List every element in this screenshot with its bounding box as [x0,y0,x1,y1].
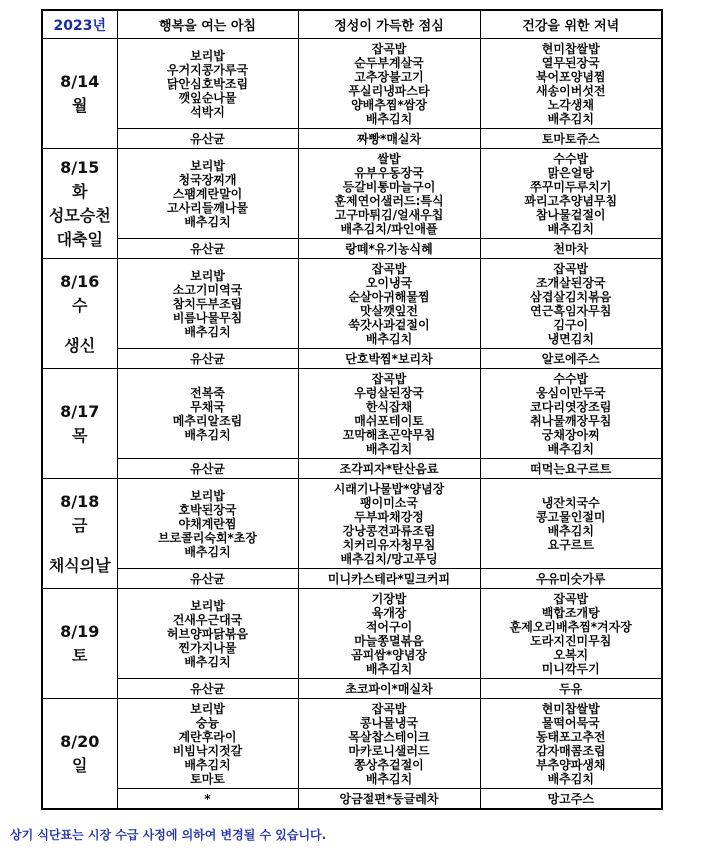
lunch-item: 유부우동장국 [354,165,424,180]
lunch-item: 푸실리냉파스타 [348,83,430,98]
dinner-item: 냉잔치국수 [541,495,600,510]
breakfast-item: 브로콜리숙회*초장 [157,530,257,545]
dinner-item: 김구이 [553,317,589,332]
snack-cell: 초코파이*매실차 [298,679,480,699]
day-label-line: 8/16 [60,271,100,291]
lunch-item: 팽이미소국 [360,495,418,510]
dinner-item: 물떡어묵국 [541,715,600,730]
day-label-line [43,538,117,554]
snack-cell: 짜빵*매실차 [298,129,480,149]
lunch-cell [298,589,480,679]
day-label-line: 8/19 [60,621,100,641]
dinner-item: 배추김치 [547,441,594,456]
breakfast-cell [117,699,298,789]
lunch-item: 순살아귀해물찜 [348,289,430,304]
lunch-item: 치커리유자청무침 [342,537,436,552]
dinner-item: 연근흑임자무침 [530,303,612,318]
day-cell [42,39,117,149]
lunch-item: 오이냉국 [365,275,413,290]
dinner-header: 건강을 위한 저녁 [480,10,662,39]
lunch-cell [298,479,480,569]
lunch-item: 등갈비통마늘구이 [342,179,436,194]
lunch-cell [298,149,480,239]
lunch-item: 적어구이 [365,619,413,634]
day-label-line: 8/14 [60,71,100,91]
lunch-item: 쫑상추겉절이 [354,757,424,772]
lunch-item: 배추김치 [365,441,413,456]
breakfast-cell [117,39,298,129]
lunch-item: 우렁살된장국 [354,385,424,400]
day-label-line: 목 [72,425,88,445]
dinner-item: 수수밥 [553,151,589,166]
day-meal-row [42,39,662,129]
snack-cell: 유산균 [117,129,298,149]
snack-cell: 망고주스 [480,789,662,810]
lunch-item: 고구마튀김/얼새우칩 [334,207,444,222]
lunch-item: 마늘쫑멸볶음 [354,633,424,648]
lunch-item: 잡곡밥 [371,41,407,56]
snack-cell: 유산균 [117,569,298,589]
dinner-item: 오복지 [553,647,589,662]
snack-cell: 떠먹는요구르트 [480,459,662,479]
snack-cell: 조각피자*탄산음료 [298,459,480,479]
snack-cell: 미니카스테라*밀크커피 [298,569,480,589]
day-label-line: 8/18 [60,491,100,511]
lunch-item: 한식잡채 [365,399,413,414]
lunch-cell [298,699,480,789]
breakfast-item: 메추리알조림 [172,413,243,428]
snack-cell: * [117,789,298,810]
lunch-item: 배추김치/파인애플 [340,221,438,236]
breakfast-item: 배추김치 [184,324,231,339]
lunch-cell [298,259,480,349]
breakfast-item: 보리밥 [190,268,225,283]
day-label-line: 8/20 [60,731,100,751]
day-meal-row [42,259,662,349]
dinner-cell [480,369,662,459]
snack-cell: 유산균 [117,349,298,369]
dinner-item: 쭈꾸미두루치기 [530,179,612,194]
dinner-item: 맑은얼탕 [547,165,594,180]
lunch-item: 양배추찜*쌈장 [351,97,427,112]
breakfast-item: 보리밥 [190,48,225,63]
dinner-item: 궁채장아찌 [541,427,600,442]
dinner-item: 미니깍두기 [541,661,600,676]
day-label-line: 대축일 [56,229,103,249]
day-label-line: 수 [72,295,88,315]
snack-cell: 알로에주스 [480,349,662,369]
snack-row [42,789,662,810]
snack-cell: 랑떼*유기농식혜 [298,239,480,259]
breakfast-cell [117,369,298,459]
breakfast-item: 닭안심호박조림 [166,76,249,91]
dinner-item: 요구르트 [547,537,594,552]
breakfast-item: 찐가지나물 [178,640,237,655]
dinner-cell [480,39,662,129]
breakfast-item: 보리밥 [190,701,225,716]
breakfast-item: 숭늉 [195,715,220,730]
lunch-header: 정성이 가득한 점심 [298,10,480,39]
snack-cell: 유산균 [117,679,298,699]
weekly-menu-table [41,9,663,810]
dinner-item: 부추양파생채 [535,757,606,772]
lunch-item: 잡곡밥 [371,701,407,716]
lunch-item: 매쉬포테이토 [354,413,424,428]
dinner-cell [480,479,662,569]
lunch-item: 마카로니샐러드 [348,743,430,758]
lunch-item: 잡곡밥 [371,261,407,276]
snack-row [42,349,662,369]
lunch-item: 두부파채강정 [354,509,424,524]
day-cell [42,699,117,810]
lunch-item: 잡곡밥 [371,371,407,386]
dinner-item: 노각생채 [547,97,594,112]
dinner-item: 코다리엿장조림 [530,399,612,414]
breakfast-cell [117,259,298,349]
dinner-item: 꽈리고추양념무침 [524,193,618,208]
dinner-item: 조개살된장국 [535,275,606,290]
snack-cell: 우유미숫가루 [480,569,662,589]
breakfast-item: 소고기미역국 [172,282,243,297]
dinner-item: 웅심이만두국 [535,385,606,400]
day-meal-row [42,479,662,569]
dinner-item: 동태포고추전 [535,729,606,744]
lunch-item: 쑥갓사과겉절이 [348,317,430,332]
breakfast-item: 전복죽 [190,385,225,400]
breakfast-item: 비름나물무침 [172,310,243,325]
breakfast-cell [117,479,298,569]
dinner-item: 배추김치 [547,771,594,786]
snack-row [42,129,662,149]
lunch-item: 시래기나물밥*양념장 [333,481,445,496]
snack-row [42,569,662,589]
lunch-item: 목살찹스테이크 [348,729,430,744]
day-label-line: 8/15 [60,157,100,177]
lunch-item: 순두부계살국 [354,55,424,70]
day-cell [42,589,117,699]
day-label-line: 화 [72,181,88,201]
breakfast-item: 호박된장국 [178,502,237,517]
dinner-item: 감자매콤조림 [535,743,606,758]
dinner-cell [480,699,662,789]
breakfast-item: 계란후라이 [178,729,237,744]
day-meal-row [42,369,662,459]
lunch-item: 맛살깻잎전 [360,303,418,318]
day-cell [42,369,117,479]
day-label-line: 생신 [64,335,96,355]
dinner-item: 잡곡밥 [553,261,589,276]
snack-row [42,679,662,699]
lunch-item: 꼬막해초곤약무침 [342,427,436,442]
dinner-item: 배추김치 [547,523,594,538]
breakfast-item: 청국장찌개 [178,172,237,187]
breakfast-item: 배추김치 [184,654,231,669]
lunch-item: 쌀밥 [377,151,401,166]
dinner-item: 수수밥 [553,371,589,386]
lunch-item: 기장밥 [371,591,407,606]
dinner-cell [480,589,662,679]
dinner-item: 배추김치 [547,221,594,236]
breakfast-item: 배추김치 [184,544,231,559]
lunch-item: 배추김치 [365,111,413,126]
snack-cell: 단호박찜*보리차 [298,349,480,369]
lunch-item: 배추김치 [365,771,413,786]
year-header: 2023년 [42,10,117,39]
breakfast-item: 배추김치 [184,214,231,229]
header-row [42,10,662,39]
dinner-item: 삼겹살김치볶음 [530,289,612,304]
breakfast-item: 배추김치 [184,757,231,772]
day-label-line: 금 [72,515,88,535]
day-label-line: 채식의날 [48,555,111,575]
lunch-item: 배추김치 [365,331,413,346]
breakfast-item: 허브양파닭볶음 [166,626,249,641]
dinner-item: 잡곡밥 [553,591,589,606]
breakfast-item: 우거지콩가루국 [166,62,249,77]
breakfast-cell [117,149,298,239]
day-label-line [43,318,117,334]
day-meal-row [42,149,662,239]
lunch-item: 훈제연어샐러드:특식 [334,193,444,208]
menu-body [42,39,662,810]
day-label-line: 성모승천 [48,205,111,225]
snack-cell: 토마토쥬스 [480,129,662,149]
breakfast-item: 보리밥 [190,598,225,613]
breakfast-item: 야채계란찜 [178,516,237,531]
footer-note: 상기 식단표는 시장 수급 사정에 의하여 변경될 수 있습니다. [10,828,327,842]
dinner-item: 도라지진미무침 [530,633,612,648]
day-meal-row [42,699,662,789]
dinner-item: 훈제오리배추찜*겨자장 [509,619,632,634]
day-label-line: 일 [72,755,88,775]
lunch-cell [298,369,480,459]
breakfast-item: 보리밥 [190,488,225,503]
lunch-item: 육개장 [371,605,407,620]
snack-row [42,239,662,259]
breakfast-item: 참치두부조림 [172,296,243,311]
dinner-item: 냉면김치 [547,331,594,346]
dinner-item: 참나물겉절이 [535,207,606,222]
day-label-line: 월 [72,95,88,115]
lunch-item: 콩나물냉국 [360,715,418,730]
breakfast-header: 행복을 여는 아침 [117,10,298,39]
breakfast-item: 배추김치 [184,427,231,442]
dinner-cell [480,259,662,349]
dinner-item: 콩고물인절미 [535,509,606,524]
breakfast-item: 토마토 [190,771,225,786]
dinner-item: 배추김치 [547,111,594,126]
lunch-item: 곰피쌈*양념장 [351,647,427,662]
dinner-cell [480,149,662,239]
breakfast-item: 무채국 [190,399,225,414]
breakfast-item: 비빔낙지젓갈 [172,743,243,758]
dinner-item: 현미찹쌀밥 [541,41,600,56]
snack-row [42,459,662,479]
snack-cell: 앙금절편*둥글레차 [298,789,480,810]
breakfast-item: 깻잎순나물 [178,90,237,105]
day-meal-row [42,589,662,679]
breakfast-item: 건새우근대국 [172,612,243,627]
breakfast-cell [117,589,298,679]
dinner-item: 북어포양념찜 [535,69,606,84]
day-cell [42,149,117,259]
lunch-item: 고추장불고기 [354,69,424,84]
lunch-item: 강낭콩견과류조림 [342,523,436,538]
breakfast-item: 석박지 [190,104,225,119]
snack-cell: 유산균 [117,459,298,479]
dinner-item: 현미찹쌀밥 [541,701,600,716]
dinner-item: 새송이버섯전 [535,83,606,98]
lunch-item: 배추김치 [365,661,413,676]
day-cell [42,479,117,589]
snack-cell: 천마차 [480,239,662,259]
day-label-line: 8/17 [60,401,100,421]
breakfast-item: 스팸계란말이 [172,186,243,201]
dinner-item: 취나물깨장무침 [530,413,612,428]
day-label-line: 토 [72,645,88,665]
dinner-item: 열무된장국 [541,55,600,70]
breakfast-item: 보리밥 [190,158,225,173]
day-cell [42,259,117,369]
dinner-item: 백합조개탕 [541,605,600,620]
lunch-cell [298,39,480,129]
snack-cell: 유산균 [117,239,298,259]
lunch-item: 배추김치/망고푸딩 [340,551,438,566]
breakfast-item: 고사리들깨나물 [166,200,249,215]
snack-cell: 두유 [480,679,662,699]
